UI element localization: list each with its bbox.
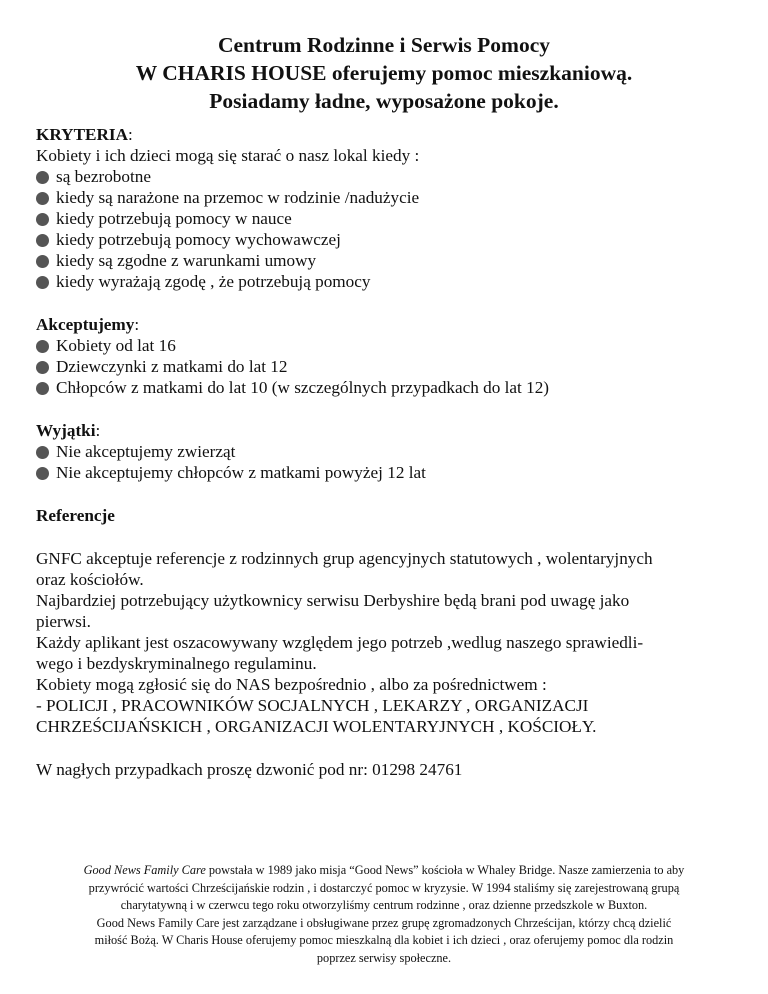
referencje-line: pierwsi. (36, 612, 91, 631)
list-item: Kobiety od lat 16 (36, 335, 748, 356)
document-header (0, 31, 768, 115)
referencje-line: wego i bezdyskryminalnego regulaminu. (36, 654, 317, 673)
footer-line: przywrócić wartości Chrześcijańskie rodzin , i dostarczyć pomoc w kryzysie. W 1994 staliśmy się zarejestrowaną grupą (88, 880, 680, 895)
list-item: Nie akceptujemy zwierząt (36, 441, 748, 462)
kryteria-list (36, 166, 748, 292)
wyjatki-list (36, 441, 748, 483)
kryteria-intro: Kobiety i ich dzieci mogą się starać o nasz lokal kiedy : (36, 146, 420, 165)
footer-line: Good News Family Care jest zarządzane i obsługiwane przez grupę zgromadzonych Chrześcijan, którzy chcą dzielić (96, 915, 672, 930)
referencje-line: GNFC akceptuje referencje z rodzinnych grup agencyjnych statutowych , wolentaryjnych (36, 549, 653, 568)
list-item: kiedy wyrażają zgodę , że potrzebują pomocy (36, 271, 748, 292)
list-item: Chłopców z matkami do lat 10 (w szczególnych przypadkach do lat 12) (36, 377, 748, 398)
footer-note (28, 862, 740, 967)
section-title-referencje: Referencje (36, 506, 115, 525)
list-item: kiedy potrzebują pomocy w nauce (36, 208, 748, 229)
list-item: kiedy są narażone na przemoc w rodzinie /nadużycie (36, 187, 748, 208)
section-title-akceptujemy: Akceptujemy: (36, 315, 140, 334)
header-line-3: Posiadamy ładne, wyposażone pokoje. (209, 89, 559, 113)
list-item: kiedy są zgodne z warunkami umowy (36, 250, 748, 271)
referencje-line: Kobiety mogą zgłosić się do NAS bezpośrednio , albo za pośrednictwem : (36, 675, 547, 694)
list-item: Dziewczynki z matkami do lat 12 (36, 356, 748, 377)
section-kryteria (36, 124, 748, 292)
footer-line: poprzez serwisy społeczne. (316, 950, 452, 965)
referencje-text (36, 548, 748, 737)
footer-line: Good News Family Care powstała w 1989 jako misja “Good News” kościoła w Whaley Bridge. Nasze zamierzenia to aby (83, 863, 685, 877)
header-line-1: Centrum Rodzinne i Serwis Pomocy (217, 33, 551, 57)
emergency-phone-line: W nagłych przypadkach proszę dzwonić pod nr: 01298 24761 (36, 760, 463, 779)
akceptujemy-list (36, 335, 748, 398)
section-title-wyjatki: Wyjątki: (36, 421, 101, 440)
header-line-2: W CHARIS HOUSE oferujemy pomoc mieszkaniową. (135, 61, 633, 85)
footer-line: miłość Bożą. W Charis House oferujemy pomoc mieszkalną dla kobiet i ich dzieci , oraz oferujemy pomoc dla rodzin (94, 933, 674, 947)
referencje-line: oraz kościołów. (36, 570, 144, 589)
referencje-line: Najbardziej potrzebujący użytkownicy serwisu Derbyshire będą brani pod uwagę jako (36, 591, 630, 610)
document-body (36, 124, 748, 780)
section-referencje (36, 505, 748, 737)
section-akceptujemy (36, 314, 748, 398)
list-item: kiedy potrzebują pomocy wychowawczej (36, 229, 748, 250)
referencje-line: CHRZEŚCIJAŃSKICH , ORGANIZACJI WOLENTARYJNYCH , KOŚCIOŁY. (36, 717, 597, 736)
referencje-line: - POLICJI , PRACOWNIKÓW SOCJALNYCH , LEKARZY , ORGANIZACJI (36, 696, 589, 715)
section-wyjatki (36, 420, 748, 483)
list-item: są bezrobotne (36, 166, 748, 187)
referencje-line: Każdy aplikant jest oszacowywany względem jego potrzeb ,wedlug naszego sprawiedli- (36, 633, 644, 652)
footer-line: charytatywną i w czerwcu tego roku otworzyliśmy centrum rodzinne , oraz dzienne przedszkole w Buxton. (120, 898, 648, 912)
list-item: Nie akceptujemy chłopców z matkami powyżej 12 lat (36, 462, 748, 483)
section-title-kryteria: KRYTERIA: (36, 125, 133, 144)
footer-org-name: Good News Family Care (83, 863, 206, 877)
